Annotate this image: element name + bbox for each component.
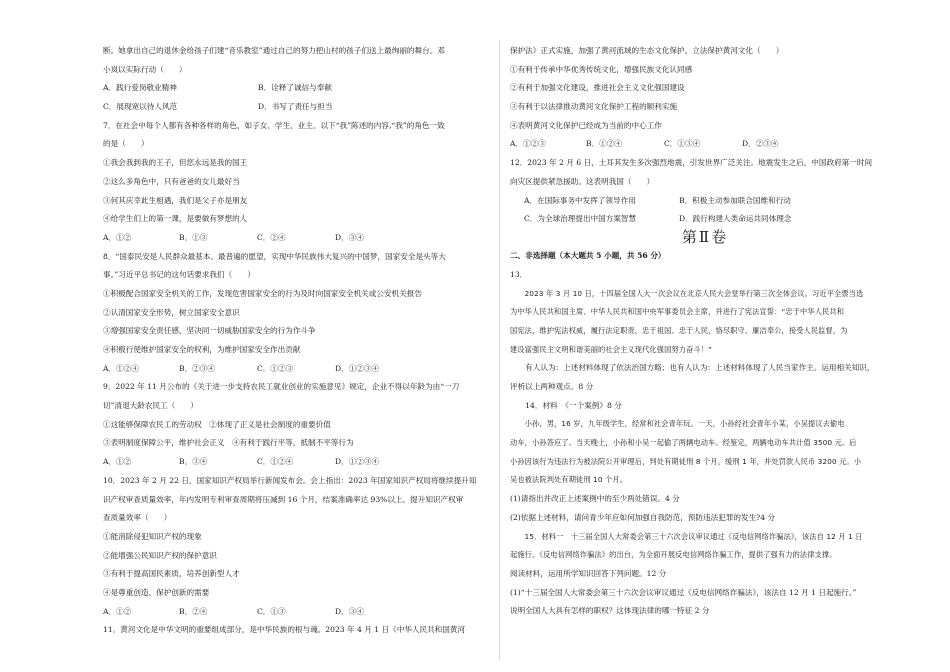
q12-option-b[interactable]: B．积极主动参加联合国维和行动	[679, 195, 791, 205]
q10-option-c[interactable]: C．①③	[257, 606, 286, 616]
q8-statement: ①积极配合国家安全机关的工作，发现危害国家安全的行为及时向国家安全机关或公安机关报告	[103, 288, 422, 298]
q11-statement: ②有利于加强文化建设，推进社会主义文化强国建设	[510, 83, 685, 93]
q8-statement: ②认清国家安全形势，树立国家安全意识	[103, 307, 240, 317]
q15-task: (1)“十三届全国人大常委会第三十六次会议审议通过《反电信网络诈骗法》，该法自 12 月 1 日起施行。”	[510, 587, 857, 597]
q11-statement: ①有利于传承中华优秀传统文化，增强民族文化认同感	[510, 64, 693, 74]
q10-statement: ④是尊重创造、保护创新的需要	[103, 587, 210, 597]
q10-stem: 10．2023 年 2 月 22 日，国家知识产权局举行新闻发布会。会上指出：2023 年国家知识产权局将继续提升知	[103, 475, 477, 485]
q14-material-line: 小孙，男，16 岁，九年级学生，经常和社会青年玩。一天，小孙经社会青年小某，小吴提议去偷电	[510, 419, 845, 429]
q13-number: 13．	[510, 269, 528, 279]
q7-stem: 7．在社会中每个人都有各种各样的角色，如子女、学生、业主。以下“我”陈述的内容,“我”的角色一致	[103, 120, 445, 130]
q7-option-c[interactable]: C．②④	[257, 232, 286, 242]
q11-statement: ③有利于以法律推动黄河文化保护工程的顺利实施	[510, 102, 678, 112]
q7-option-d[interactable]: D．③④	[335, 232, 364, 242]
q14-task: (2)依据上述材料，请问青少年应如何加强自我防范，预防违法犯罪的发生?4 分	[510, 512, 776, 522]
q7-stem: 的是（ ）	[103, 139, 149, 149]
q8-option-d[interactable]: D．①②③④	[335, 363, 380, 373]
q11-option-d[interactable]: D．②③④	[742, 139, 779, 149]
q9-option-c[interactable]: C．①②④	[257, 457, 294, 467]
q10-statement: ②能增强公民知识产权的保护意识	[103, 550, 217, 560]
q6-text-line: 小岚以实际行动（ ）	[103, 64, 187, 74]
q6-options-row-1	[103, 83, 491, 93]
q10-option-a[interactable]: A．①②	[103, 606, 132, 616]
q12-stem: 向灾区提供紧急援助。这表明我国（ ）	[510, 176, 655, 186]
part-two-title: 第Ⅱ卷	[681, 228, 729, 247]
q13-material-line: 建设富强民主文明和谐美丽的社会主义现代化强国努力奋斗！”	[510, 344, 712, 354]
q13-material-line: 国宪法，维护宪法权威，履行法定职责，忠于祖国、忠于人民，恪尽职守、廉洁奉公，接受人民监督，为	[510, 325, 848, 335]
q6-option-c[interactable]: C．展现宽以待人风范	[103, 102, 178, 112]
q7-statement: ②这么多角色中，只有爸爸的女儿最好当	[103, 176, 240, 186]
q6-text-line: 断。她拿出自己的退休金给孩子们建“音乐教室”通过自己的努力把山村的孩子们送上最绚丽的舞台。邓	[103, 46, 445, 55]
q14-material-line: 吴也被法院判处有期徒刑 10 个月。	[510, 475, 628, 485]
q15-task: 阅读材料，运用所学知识回答下列问题。12 分	[510, 568, 667, 578]
q10-options	[103, 607, 491, 617]
q9-option-d[interactable]: D．①②③④	[335, 457, 380, 467]
q9-statement: ①这能够保障农民工的劳动权 ②体现了正义是社会制度的重要价值	[103, 419, 331, 429]
q7-statement: ①我会我到我的王子，但您永远是我的国王	[103, 158, 248, 168]
section-heading: 二、非选择题（本大题共 5 小题，共 56 分）	[510, 251, 666, 261]
q9-stem: 9．2022 年 11 月公布的《关于进一步支持农民工就业创业的实施意见》规定，企业不得以年龄为由“一刀	[103, 382, 460, 392]
q6-options-row-2	[103, 102, 491, 112]
q8-statement: ③增强国家安全责任感，坚决同一切威胁国家安全的行为作斗争	[103, 326, 316, 336]
q10-statement: ①能消除侵犯知识产权的现象	[103, 531, 202, 541]
q15-task: 说明全国人大具有怎样的职权？这体现法律的哪一特征 2 分	[510, 606, 710, 616]
q8-statement: ④积极行使维护国家安全的权利，为维护国家安全作出贡献	[103, 345, 301, 354]
q6-option-a[interactable]: A．践行爱岗敬业精神	[103, 83, 177, 93]
q7-option-b[interactable]: B．①③	[179, 232, 208, 242]
q14-title: 14．材料 《一个案例》8 分	[510, 400, 622, 410]
q6-option-b[interactable]: B．诠释了诚信与奉献	[258, 83, 332, 93]
q10-stem: 查质量效率（ ）	[103, 513, 172, 523]
q7-statement: ③何其庆幸此生相遇，我们是父子亦是朋友	[103, 195, 248, 205]
right-column	[510, 46, 900, 616]
q15-material-line: 15．材料一 十三届全国人大常委会第三十六次会议审议通过《反电信网络诈骗法》，该法自 12 月 1 日	[510, 531, 863, 541]
left-column	[103, 46, 491, 635]
q12-stem: 12．2023 年 2 月 6 日，土耳其发生多次强烈地震，引发世界广泛关注。地震发生之后，中国政府第一时间	[510, 158, 873, 168]
q9-stem: 切”清退大龄农民工（ ）	[103, 401, 199, 411]
q7-statement: ④给学生们上的第一课，是要做有梦想的人	[103, 214, 248, 224]
column-divider	[499, 40, 500, 660]
q8-stem: 事。”习近平总书记的这句话要求我们（ ）	[103, 270, 255, 280]
q11-statement: ④表明黄河文化保护已经成为当前的中心工作	[510, 120, 662, 130]
q10-statement: ③有利于提高国民素质，培养创新型人才	[103, 569, 240, 579]
q8-stem: 8．“国泰民安是人民群众最基本、最普遍的愿望，实现中华民族伟大复兴的中国梦，国家安全是头等大	[103, 251, 446, 261]
q8-options	[103, 364, 491, 374]
q11-stem-cont: 保护法》正式实施，加强了黄河流域的生态文化保护。立法保护黄河文化（ ）	[510, 46, 784, 55]
q7-options	[103, 233, 491, 243]
q9-statement: ③表明制度保障公平，维护社会正义 ④有利于践行平等，抵制不平等行为	[103, 438, 354, 448]
q13-task: 有人认为：上述材料体现了依法治国方略；也有人认为：上述材料体现了人民当家作主。运用相关知识，	[510, 363, 875, 373]
q12-option-c[interactable]: C．为全球治理提出中国方案智慧	[524, 214, 637, 224]
q14-material-line: 动车，小孙答应了。当天晚上，小孙和小吴一起偷了两辆电动车。经鉴定，两辆电动车共计值 3500 元。后	[510, 438, 857, 448]
q13-task: 评析以上两种观点。8 分	[510, 382, 594, 391]
q12-options-row-1	[510, 196, 900, 206]
q13-material-line: 2023 年 3 月 10 日，十四届全国人大一次会议在北京人民大会堂举行第三次全体会议。习近平全票当选	[510, 288, 864, 298]
q7-option-a[interactable]: A．①②	[103, 232, 132, 242]
q8-option-c[interactable]: C．①②③	[257, 363, 294, 373]
q6-option-d[interactable]: D．书写了责任与担当	[258, 102, 333, 112]
q11-option-a[interactable]: A．①②③	[510, 139, 546, 149]
q9-option-a[interactable]: A．①②	[103, 457, 132, 467]
q10-option-b[interactable]: B．②④	[179, 606, 208, 616]
q11-option-b[interactable]: B．①②④	[586, 139, 622, 149]
q8-option-a[interactable]: A．①②④	[103, 363, 139, 373]
q9-options	[103, 457, 491, 467]
q12-option-a[interactable]: A．在国际事务中发挥了领导作用	[524, 195, 636, 205]
q14-task: (1)请指出并改正上述案例中的至少两处错误。4 分	[510, 494, 680, 504]
q12-option-d[interactable]: D．践行构建人类命运共同体理念	[679, 214, 792, 224]
q13-material-line: 为中华人民共和国主席、中华人民共和国中央军事委员会主席，并进行了宪法宣誓：“忠于中华人民共和	[510, 307, 845, 317]
q11-option-c[interactable]: C．①③④	[664, 139, 701, 149]
q10-stem: 识产权审查质量效率，年内发明专利审查周期将压减到 16 个月，结案准确率达 93%以上。提升知识产权审	[103, 494, 464, 504]
q12-options-row-2	[510, 214, 900, 224]
q11-stem: 11．黄河文化是中华文明的重要组成部分，是中华民族的根与魂。2023 年 4 月 1 日《中华人民共和国黄河	[103, 625, 466, 635]
q10-option-d[interactable]: D．③④	[335, 606, 364, 616]
q8-option-b[interactable]: B．②③④	[179, 363, 215, 373]
q9-option-b[interactable]: B．③④	[179, 457, 208, 467]
q14-material-line: 小孙因该行为违法行为被法院公开审理后，判处有期徒刑 8 个月，缓刑 1 年，并处罚款人民币 3200 元。小	[510, 456, 862, 466]
q11-options	[510, 139, 900, 149]
q15-material-line: 起施行。《反电信网络诈骗法》的出台，为全面开展反电信网络诈骗工作，提供了强有力的法律支撑。	[510, 550, 837, 560]
